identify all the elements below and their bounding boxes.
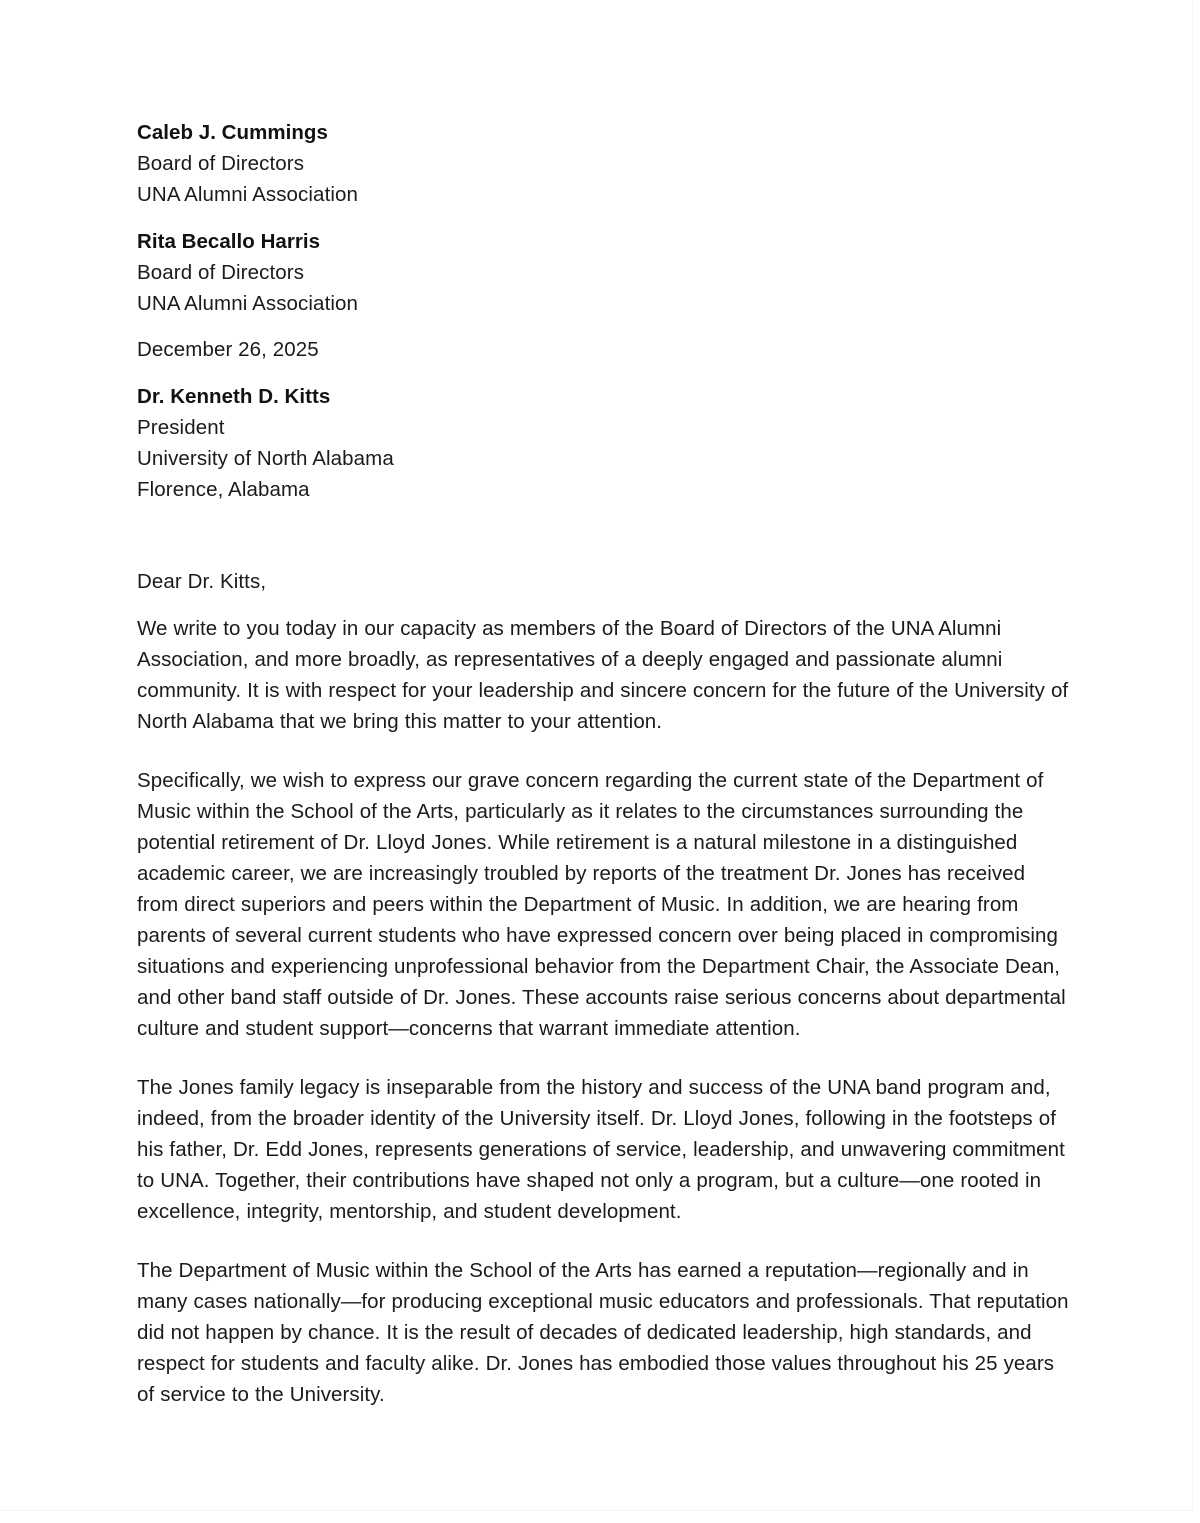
sender-primary-organization: UNA Alumni Association (137, 183, 359, 206)
sender-primary-name: Caleb J. Cummings (137, 121, 328, 144)
sender-block-secondary (137, 226, 358, 319)
letter-paragraph: We write to you today in our capacity as members of the Board of Directors of the UNA Alumni Association, and more broadly, as representatives of a deeply engaged and passionate alumni community. It is with respect for your leadership and sincere concern for the future of the University of North Alabama that we bring this matter to your attention. (137, 617, 1069, 733)
recipient-block (137, 381, 394, 505)
letter-paragraphs (137, 613, 1069, 1410)
recipient-title: President (137, 416, 225, 439)
salutation-block (137, 566, 266, 597)
sender-secondary-name: Rita Becallo Harris (137, 230, 321, 253)
letter-paragraph: The Jones family legacy is inseparable from the history and success of the UNA band program and, indeed, from the broader identity of the University itself. Dr. Lloyd Jones, following in the footsteps of his father, Dr. Edd Jones, represents generations of service, leadership, and unwavering commitment to UNA. Together, their contributions have shaped not only a program, but a culture—one rooted in excellence, integrity, mentorship, and student development. (137, 1076, 1065, 1223)
recipient-name: Dr. Kenneth D. Kitts (137, 385, 331, 408)
letter-date-block (137, 334, 319, 365)
letter-date: December 26, 2025 (137, 338, 319, 361)
sender-primary-role: Board of Directors (137, 152, 305, 175)
recipient-location: Florence, Alabama (137, 478, 310, 501)
letter-paragraph: Specifically, we wish to express our grave concern regarding the current state of the Department of Music within the School of the Arts, particularly as it relates to the circumstances surrounding the potential retirement of Dr. Lloyd Jones. While retirement is a natural milestone in a distinguished academic career, we are increasingly troubled by reports of the treatment Dr. Jones has received from direct superiors and peers within the Department of Music. In addition, we are hearing from parents of several current students who have expressed concern over being placed in compromising situations and experiencing unprofessional behavior from the Department Chair, the Associate Dean, and other band staff outside of Dr. Jones. These accounts raise serious concerns about departmental culture and student support—concerns that warrant immediate attention. (137, 769, 1066, 1040)
sender-secondary-organization: UNA Alumni Association (137, 292, 359, 315)
sender-block-primary (137, 117, 358, 210)
letter-paragraph: The Department of Music within the School of the Arts has earned a reputation—regionally and in many cases nationally—for producing exceptional music educators and professionals. That reputation did not happen by chance. It is the result of decades of dedicated leadership, high standards, and respect for students and faculty alike. Dr. Jones has embodied those values throughout his 25 years of service to the University. (137, 1259, 1069, 1406)
recipient-institution: University of North Alabama (137, 447, 394, 470)
salutation: Dear Dr. Kitts, (137, 570, 267, 593)
sender-secondary-role: Board of Directors (137, 261, 305, 284)
